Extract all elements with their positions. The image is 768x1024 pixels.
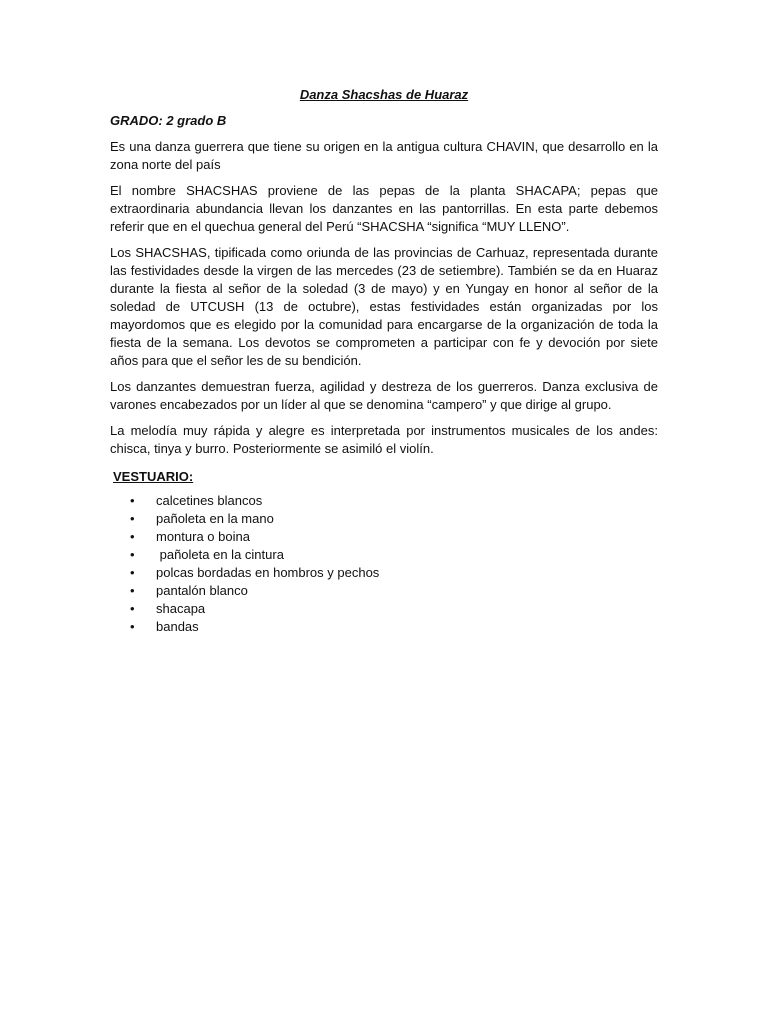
list-item <box>130 510 658 528</box>
list-item <box>130 618 658 636</box>
bullet-icon: • <box>130 529 135 544</box>
list-item-label: bandas <box>156 619 199 634</box>
grade-label: GRADO: 2 grado B <box>110 113 227 128</box>
bullet-icon: • <box>130 583 135 598</box>
list-item <box>130 564 658 582</box>
document-page <box>110 86 658 636</box>
list-item-label: shacapa <box>156 601 206 616</box>
list-item <box>130 546 658 564</box>
vestuario-heading: VESTUARIO: <box>113 469 194 484</box>
vestuario-list <box>110 492 658 636</box>
paragraph-melody: La melodía muy rápida y alegre es interpretada por instrumentos musicales de los andes: chisca, tinya y burro. Posteriormente se asimiló el violín. <box>110 423 658 456</box>
document-title: Danza Shacshas de Huaraz <box>299 87 469 102</box>
list-item <box>130 492 658 510</box>
bullet-icon: • <box>130 601 135 616</box>
bullet-icon: • <box>130 619 135 634</box>
paragraph-festivities: Los SHACSHAS, tipificada como oriunda de las provincias de Carhuaz, representada durante las festividades desde la virgen de las mercedes (23 de setiembre). También se da en Huaraz durante la fiesta al señor de la soledad (3 de mayo) y en Yungay en honor al señor de la soledad de UTCUSH (13 de octubre), estas festividades están organizadas por los mayordomos que es elegido por la comunidad para encargarse de la organización de toda la fiesta de la semana. Los devotos se comprometen a participar con fe y devoción por siete años para que el señor les de su bendición. <box>110 245 658 368</box>
list-item <box>130 582 658 600</box>
list-item-label: pañoleta en la cintura <box>156 547 284 562</box>
paragraph-name: El nombre SHACSHAS proviene de las pepas de la planta SHACAPA; pepas que extraordinaria abundancia llevan los danzantes en las pantorrillas. En esta parte debemos referir que en el quechua general del Perú “SHACSHA “significa “MUY LLENO”. <box>110 183 658 234</box>
list-item-label: montura o boina <box>156 529 250 544</box>
bullet-icon: • <box>130 547 135 562</box>
bullet-icon: • <box>130 511 135 526</box>
bullet-icon: • <box>130 565 135 580</box>
list-item-label: polcas bordadas en hombros y pechos <box>156 565 380 580</box>
list-item-label: pantalón blanco <box>156 583 248 598</box>
paragraph-origin: Es una danza guerrera que tiene su origen en la antigua cultura CHAVIN, que desarrollo en la zona norte del país <box>110 139 658 172</box>
paragraph-dancers: Los danzantes demuestran fuerza, agilidad y destreza de los guerreros. Danza exclusiva de varones encabezados por un líder al que se denomina “campero” y que dirige al grupo. <box>110 379 658 412</box>
bullet-icon: • <box>130 493 135 508</box>
list-item <box>130 528 658 546</box>
list-item-label: calcetines blancos <box>156 493 263 508</box>
list-item-label: pañoleta en la mano <box>156 511 274 526</box>
list-item <box>130 600 658 618</box>
